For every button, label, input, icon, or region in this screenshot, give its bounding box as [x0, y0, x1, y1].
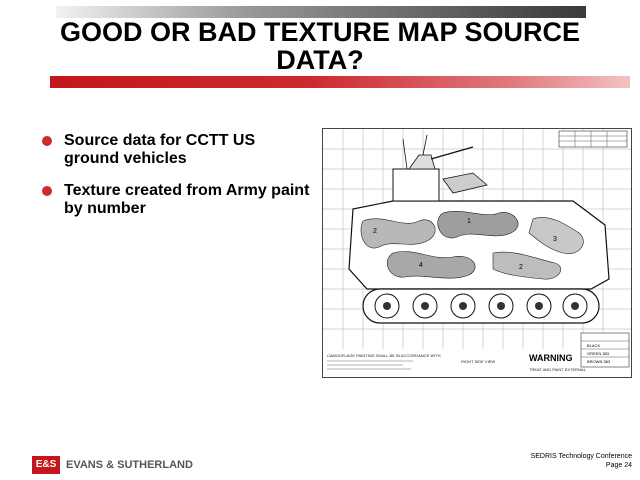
footer-info: [531, 452, 632, 470]
view-label: RIGHT SIDE VIEW: [461, 359, 496, 364]
bullet-dot-icon: [42, 186, 52, 196]
paint-number: 1: [467, 218, 471, 225]
title-line-2: DATA?: [276, 45, 364, 75]
bullet-item: [40, 182, 310, 218]
vehicle-camouflage-drawing: [322, 128, 632, 378]
paint-number: 4: [419, 262, 423, 269]
legend-row: BROWN 383: [587, 359, 611, 364]
legend-row: GREEN 383: [587, 351, 610, 356]
red-gradient-bar: [50, 76, 630, 88]
legend-row: BLACK: [587, 343, 601, 348]
paint-number: 2: [519, 264, 523, 271]
bullet-list: [40, 132, 310, 232]
conference-name: SEDRIS Technology Conference: [530, 453, 632, 460]
company-name: EVANS & SUTHERLAND: [66, 459, 193, 471]
slide-title: [0, 18, 640, 74]
logo-mark: E&S: [32, 456, 60, 474]
page-number: Page 24: [605, 462, 632, 469]
warning-label: WARNING: [529, 353, 573, 363]
vehicle-hull: [349, 135, 609, 323]
paint-number: 3: [553, 236, 557, 243]
bullet-text: Source data for CCTT US ground vehicles: [64, 132, 256, 167]
paint-number: 2: [373, 228, 377, 235]
color-legend-table: [581, 333, 629, 367]
bullet-item: [40, 132, 310, 168]
vehicle-drawing-svg: [323, 129, 631, 377]
bullet-text: Texture created from Army paint by number: [64, 182, 310, 217]
drawing-notes: CAMOUFLAGE PAINTING SHALL BE IN ACCORDANCE WITH: [327, 353, 441, 358]
title-block-text: TREAT AND PAINT EXTERNAL: [529, 367, 586, 372]
bullet-dot-icon: [42, 136, 52, 146]
title-line-1: GOOD OR BAD TEXTURE MAP SOURCE: [59, 17, 581, 47]
